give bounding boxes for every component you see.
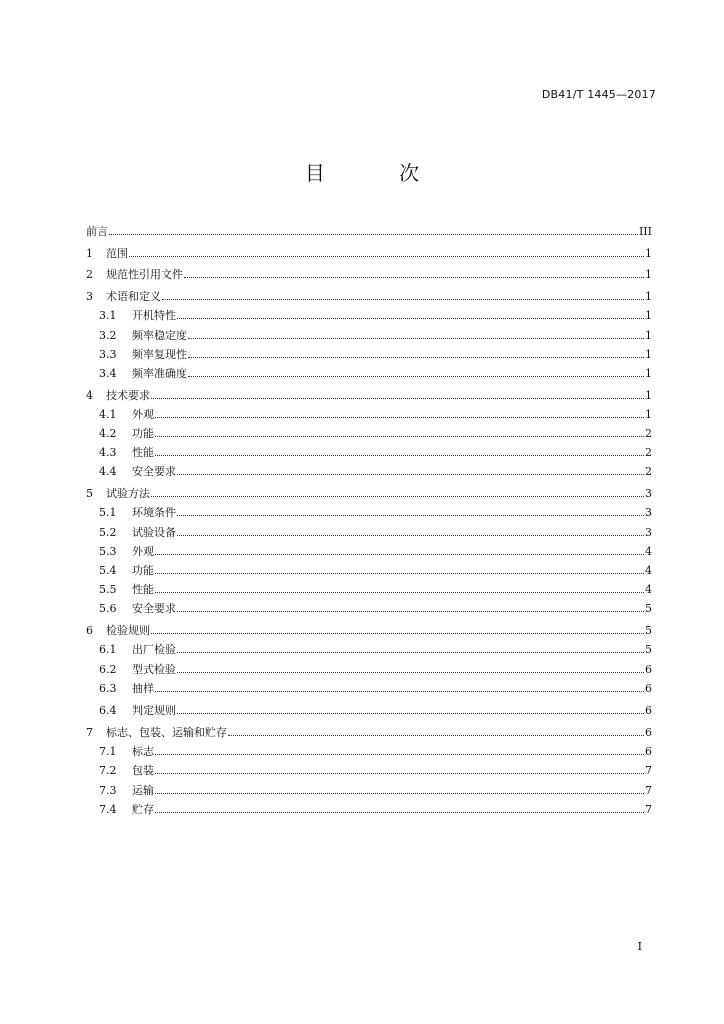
toc-entry-number: 3.3 — [99, 347, 117, 361]
toc-entry-label: 性能 — [132, 446, 154, 460]
toc-entry-page: 4 — [645, 564, 652, 578]
toc-entry-number: 6.4 — [99, 704, 117, 718]
toc-entry[interactable] — [86, 440, 652, 459]
toc-entry-page: 5 — [645, 602, 652, 616]
toc-leader-dots — [155, 793, 644, 794]
toc-entry[interactable] — [86, 281, 652, 303]
toc-entry[interactable] — [86, 577, 652, 596]
toc-leader-dots — [228, 735, 644, 736]
toc-entry-label: 标志 — [132, 745, 154, 759]
toc-entry-label: 安全要求 — [132, 465, 176, 479]
toc-leader-dots — [184, 277, 644, 278]
toc-entry-number: 4.2 — [99, 427, 117, 441]
toc-entry-page: 7 — [645, 802, 652, 816]
toc-entry-number: 4.3 — [99, 446, 117, 460]
toc-leader-dots — [188, 338, 644, 339]
toc-leader-dots — [177, 672, 644, 673]
toc-entry[interactable] — [86, 539, 652, 558]
toc-entry-label: 包装 — [132, 764, 154, 778]
toc-entry[interactable] — [86, 260, 652, 282]
toc-leader-dots — [162, 299, 644, 300]
toc-entry-number: 5.6 — [99, 602, 117, 616]
toc-entry-page: 1 — [645, 246, 652, 260]
toc-leader-dots — [155, 754, 644, 755]
toc-entry-label: 外观 — [132, 544, 154, 558]
toc-entry-label: 抽样 — [132, 681, 154, 695]
toc-entry-page: 1 — [645, 328, 652, 342]
toc-entry-page: 5 — [645, 624, 652, 638]
toc-entry-page: 1 — [645, 347, 652, 361]
toc-entry[interactable] — [86, 478, 652, 500]
toc-entry-number: 4 — [86, 388, 93, 402]
toc-entry-number: 5 — [86, 487, 93, 501]
toc-entry-number: 7.4 — [99, 802, 117, 816]
toc-entry[interactable] — [86, 519, 652, 538]
toc-entry-number: 7.3 — [99, 783, 117, 797]
toc-leader-dots — [151, 633, 644, 634]
toc-leader-dots — [129, 256, 644, 257]
toc-entry-label: 前言 — [86, 224, 108, 238]
toc-entry[interactable] — [86, 656, 652, 675]
toc-leader-dots — [177, 652, 644, 653]
toc-entry[interactable] — [86, 322, 652, 341]
toc-entry-number: 5.1 — [99, 506, 117, 520]
toc-entry[interactable] — [86, 797, 652, 816]
toc-leader-dots — [177, 535, 644, 536]
toc-leader-dots — [155, 554, 644, 555]
toc-entry-label: 功能 — [132, 564, 154, 578]
toc-leader-dots — [155, 417, 644, 418]
toc-entry-page: 2 — [645, 446, 652, 460]
toc-entry[interactable] — [86, 695, 652, 718]
toc-entry[interactable] — [86, 342, 652, 361]
standard-code: DB41/T 1445—2017 — [541, 88, 656, 101]
toc-entry-label: 频率准确度 — [132, 366, 187, 380]
toc-entry-number: 2 — [86, 268, 93, 282]
toc-entry-number: 6.3 — [99, 681, 117, 695]
toc-leader-dots — [177, 713, 644, 714]
toc-entry-label: 出厂检验 — [132, 643, 176, 657]
toc-entry-number: 3.2 — [99, 328, 117, 342]
toc-entry-label: 判定规则 — [132, 704, 176, 718]
toc-leader-dots — [151, 496, 644, 497]
toc-entry-label: 型式检验 — [132, 662, 176, 676]
toc-leader-dots — [177, 515, 644, 516]
toc-leader-dots — [109, 234, 638, 235]
toc-entry[interactable] — [86, 758, 652, 777]
toc-entry-number: 5.5 — [99, 583, 117, 597]
toc-entry[interactable] — [86, 402, 652, 421]
toc-entry-label: 检验规则 — [106, 624, 150, 638]
toc-entry-number: 6 — [86, 624, 93, 638]
toc-entry-number: 7 — [86, 726, 93, 740]
toc-entry-label: 技术要求 — [106, 388, 150, 402]
toc-entry[interactable] — [86, 216, 652, 238]
toc-entry-label: 运输 — [132, 783, 154, 797]
toc-entry-label: 环境条件 — [132, 506, 176, 520]
toc-entry-label: 性能 — [132, 583, 154, 597]
toc-entry-page: 6 — [645, 681, 652, 695]
toc-entry[interactable] — [86, 777, 652, 796]
toc-entry[interactable] — [86, 637, 652, 656]
toc-entry-page: 1 — [645, 309, 652, 323]
toc-entry-page: 6 — [645, 726, 652, 740]
toc-entry[interactable] — [86, 421, 652, 440]
toc-entry[interactable] — [86, 500, 652, 519]
toc-entry[interactable] — [86, 238, 652, 260]
toc-entry[interactable] — [86, 380, 652, 402]
page-number: I — [637, 940, 642, 953]
toc-entry[interactable] — [86, 596, 652, 615]
toc-entry-number: 6.1 — [99, 643, 117, 657]
toc-entry-page: 2 — [645, 427, 652, 441]
toc-entry-page: 7 — [645, 783, 652, 797]
toc-entry-number: 3.1 — [99, 309, 117, 323]
page-title: 目 次 — [304, 161, 454, 185]
toc-entry-label: 频率稳定度 — [132, 328, 187, 342]
toc-leader-dots — [155, 455, 644, 456]
toc-entry-number: 4.4 — [99, 465, 117, 479]
toc-entry-page: 4 — [645, 583, 652, 597]
toc-entry-page: 1 — [645, 407, 652, 421]
toc-entry[interactable] — [86, 615, 652, 637]
toc-entry-page: 2 — [645, 465, 652, 479]
toc-entry-page: 6 — [645, 745, 652, 759]
toc-leader-dots — [155, 691, 644, 692]
toc-entry-page: 6 — [645, 704, 652, 718]
toc-leader-dots — [177, 611, 644, 612]
toc-entry-label: 频率复现性 — [132, 347, 187, 361]
toc-entry[interactable] — [86, 303, 652, 322]
toc-entry-number: 3.4 — [99, 366, 117, 380]
toc-entry-number: 5.2 — [99, 525, 117, 539]
toc-entry-label: 范围 — [106, 246, 128, 260]
toc-entry-number: 3 — [86, 290, 93, 304]
toc-leader-dots — [151, 398, 644, 399]
toc-entry-page: 3 — [645, 525, 652, 539]
toc-entry-label: 安全要求 — [132, 602, 176, 616]
toc-entry-number: 4.1 — [99, 407, 117, 421]
toc-entry[interactable] — [86, 717, 652, 739]
toc-leader-dots — [155, 812, 644, 813]
toc-entry-label: 术语和定义 — [106, 290, 161, 304]
toc-leader-dots — [188, 376, 644, 377]
toc-entry-number: 1 — [86, 246, 93, 260]
toc-entry-page: 7 — [645, 764, 652, 778]
toc-entry-label: 试验设备 — [132, 525, 176, 539]
toc-entry-page: 1 — [645, 388, 652, 402]
toc-entry-number: 6.2 — [99, 662, 117, 676]
table-of-contents — [86, 216, 652, 816]
toc-leader-dots — [188, 357, 644, 358]
toc-entry-label: 外观 — [132, 407, 154, 421]
toc-entry[interactable] — [86, 558, 652, 577]
toc-entry-page: 4 — [645, 544, 652, 558]
toc-entry-label: 功能 — [132, 427, 154, 441]
toc-entry-number: 5.4 — [99, 564, 117, 578]
toc-entry[interactable] — [86, 739, 652, 758]
toc-entry-page: 5 — [645, 643, 652, 657]
toc-entry-page: 1 — [645, 366, 652, 380]
toc-entry-number: 7.1 — [99, 745, 117, 759]
toc-entry-page: 6 — [645, 662, 652, 676]
toc-leader-dots — [155, 592, 644, 593]
toc-entry-page: 3 — [645, 506, 652, 520]
toc-entry-label: 开机特性 — [132, 309, 176, 323]
toc-entry-page: 1 — [645, 290, 652, 304]
toc-leader-dots — [155, 436, 644, 437]
toc-leader-dots — [177, 318, 644, 319]
toc-leader-dots — [155, 573, 644, 574]
toc-entry-page: 3 — [645, 487, 652, 501]
toc-entry-label: 贮存 — [132, 802, 154, 816]
toc-entry-label: 试验方法 — [106, 487, 150, 501]
toc-entry-label: 标志、包装、运输和贮存 — [106, 726, 227, 740]
toc-entry[interactable] — [86, 361, 652, 380]
toc-leader-dots — [177, 474, 644, 475]
toc-entry[interactable] — [86, 676, 652, 695]
toc-leader-dots — [155, 773, 644, 774]
toc-entry-page: III — [638, 224, 652, 238]
toc-entry-page: 1 — [645, 268, 652, 282]
toc-entry-number: 7.2 — [99, 764, 117, 778]
toc-entry-number: 5.3 — [99, 544, 117, 558]
toc-entry-label: 规范性引用文件 — [106, 268, 183, 282]
toc-entry[interactable] — [86, 459, 652, 478]
